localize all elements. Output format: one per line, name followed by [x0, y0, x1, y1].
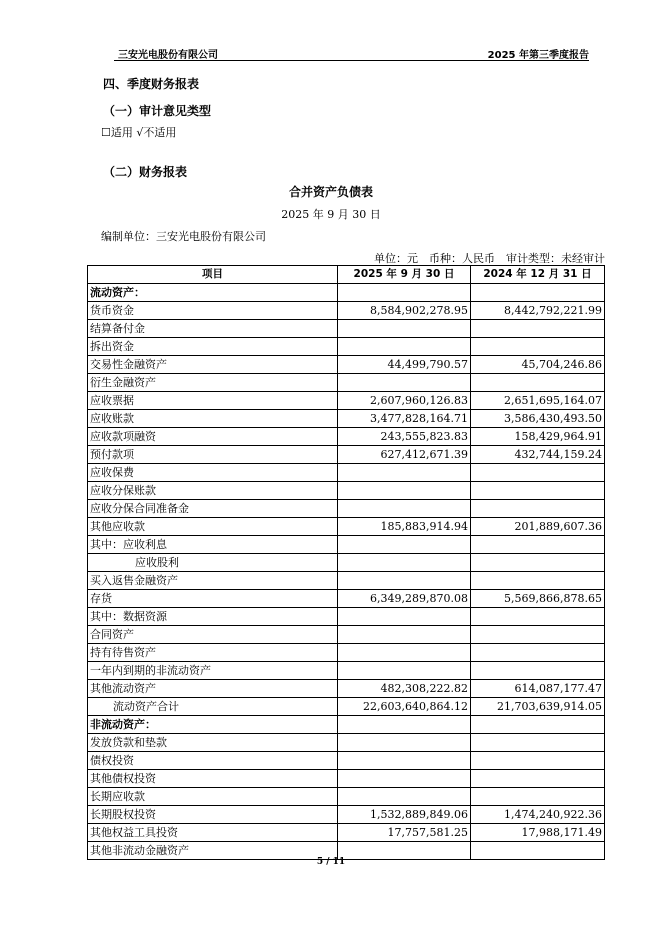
- row-value-previous: [471, 752, 605, 770]
- table-row: [88, 788, 605, 806]
- row-value-previous: [471, 338, 605, 356]
- row-value-current: [338, 320, 471, 338]
- row-value-previous: [471, 482, 605, 500]
- table-row: [88, 482, 605, 500]
- row-value-current: [338, 752, 471, 770]
- row-value-previous: [471, 662, 605, 680]
- row-value-current: [338, 338, 471, 356]
- row-value-current: 185,883,914.94: [338, 518, 471, 536]
- row-label: 预付款项: [88, 446, 338, 464]
- row-value-previous: [471, 284, 605, 302]
- row-label: 其他债权投资: [88, 770, 338, 788]
- row-label: 其他权益工具投资: [88, 824, 338, 842]
- row-value-previous: [471, 644, 605, 662]
- table-row: [88, 428, 605, 446]
- row-label: 债权投资: [88, 752, 338, 770]
- table-row: [88, 284, 605, 302]
- row-value-previous: [471, 770, 605, 788]
- audit-title: （一）审计意见类型: [103, 104, 212, 118]
- row-value-previous: 5,569,866,878.65: [471, 590, 605, 608]
- col-current-header: 2025 年 9 月 30 日: [338, 266, 471, 284]
- row-value-previous: [471, 716, 605, 734]
- row-label: 应收股利: [88, 554, 338, 572]
- table-row: [88, 608, 605, 626]
- col-item-header: 项目: [88, 266, 338, 284]
- row-label: 长期股权投资: [88, 806, 338, 824]
- row-label: 应收票据: [88, 392, 338, 410]
- row-value-current: [338, 644, 471, 662]
- table-header-row: [88, 266, 605, 284]
- row-value-current: [338, 662, 471, 680]
- row-value-previous: [471, 608, 605, 626]
- row-value-current: [338, 716, 471, 734]
- row-value-current: 3,477,828,164.71: [338, 410, 471, 428]
- row-value-current: [338, 626, 471, 644]
- table-row: [88, 806, 605, 824]
- table-row: [88, 752, 605, 770]
- row-value-previous: 45,704,246.86: [471, 356, 605, 374]
- row-value-previous: [471, 464, 605, 482]
- row-value-current: 6,349,289,870.08: [338, 590, 471, 608]
- row-label: 应收账款: [88, 410, 338, 428]
- page-header: [0, 0, 662, 64]
- table-row: [88, 536, 605, 554]
- row-value-previous: [471, 536, 605, 554]
- row-label: 存货: [88, 590, 338, 608]
- row-value-current: [338, 572, 471, 590]
- row-value-current: [338, 788, 471, 806]
- row-value-current: 2,607,960,126.83: [338, 392, 471, 410]
- row-label: 拆出资金: [88, 338, 338, 356]
- row-value-current: [338, 608, 471, 626]
- col-previous-header: 2024 年 12 月 31 日: [471, 266, 605, 284]
- table-row: [88, 644, 605, 662]
- header-company: 三安光电股份有限公司: [118, 50, 218, 61]
- row-value-current: 627,412,671.39: [338, 446, 471, 464]
- row-value-current: 243,555,823.83: [338, 428, 471, 446]
- table-row: [88, 572, 605, 590]
- row-label: 应收款项融资: [88, 428, 338, 446]
- table-row: [88, 662, 605, 680]
- balance-sheet-table: [87, 265, 605, 860]
- table-row: [88, 302, 605, 320]
- table-row: [88, 320, 605, 338]
- row-label: 应收保费: [88, 464, 338, 482]
- page-number: 5 / 11: [316, 857, 346, 867]
- row-label: 应收分保合同准备金: [88, 500, 338, 518]
- table-row: [88, 554, 605, 572]
- row-label: 非流动资产：: [88, 716, 338, 734]
- row-label: 合同资产: [88, 626, 338, 644]
- row-value-previous: 201,889,607.36: [471, 518, 605, 536]
- row-value-previous: 8,442,792,221.99: [471, 302, 605, 320]
- row-value-current: [338, 554, 471, 572]
- section-title: 四、季度财务报表: [103, 77, 200, 91]
- row-value-previous: [471, 500, 605, 518]
- row-label: 结算备付金: [88, 320, 338, 338]
- table-row: [88, 518, 605, 536]
- row-value-previous: 3,586,430,493.50: [471, 410, 605, 428]
- header-report: 2025 年第三季度报告: [487, 50, 589, 61]
- table-row: [88, 698, 605, 716]
- row-label: 流动资产合计: [88, 698, 338, 716]
- row-value-previous: 17,988,171.49: [471, 824, 605, 842]
- table-row: [88, 464, 605, 482]
- row-label: 买入返售金融资产: [88, 572, 338, 590]
- table-row: [88, 716, 605, 734]
- row-value-previous: [471, 626, 605, 644]
- table-row: [88, 824, 605, 842]
- row-value-current: 17,757,581.25: [338, 824, 471, 842]
- row-value-current: [338, 482, 471, 500]
- sheet-org: 编制单位：三安光电股份有限公司: [101, 230, 266, 243]
- row-value-current: 44,499,790.57: [338, 356, 471, 374]
- row-value-previous: [471, 788, 605, 806]
- row-label: 其他流动资产: [88, 680, 338, 698]
- table-row: [88, 626, 605, 644]
- row-value-current: 22,603,640,864.12: [338, 698, 471, 716]
- row-label: 其他应收款: [88, 518, 338, 536]
- row-value-current: [338, 464, 471, 482]
- row-value-current: [338, 284, 471, 302]
- row-value-previous: [471, 572, 605, 590]
- table-row: [88, 374, 605, 392]
- row-value-current: [338, 734, 471, 752]
- header-rule: [114, 60, 589, 61]
- table-row: [88, 410, 605, 428]
- row-value-current: 8,584,902,278.95: [338, 302, 471, 320]
- audit-options: ☐适用 √不适用: [101, 126, 177, 139]
- row-label: 持有待售资产: [88, 644, 338, 662]
- row-label: 一年内到期的非流动资产: [88, 662, 338, 680]
- sheet-date: 2025 年 9 月 30 日: [281, 208, 381, 221]
- row-label: 发放贷款和垫款: [88, 734, 338, 752]
- table-row: [88, 770, 605, 788]
- row-value-current: 482,308,222.82: [338, 680, 471, 698]
- table-row: [88, 680, 605, 698]
- row-value-previous: 614,087,177.47: [471, 680, 605, 698]
- row-value-previous: [471, 734, 605, 752]
- table-row: [88, 392, 605, 410]
- row-label: 其中：数据资源: [88, 608, 338, 626]
- row-value-previous: [471, 320, 605, 338]
- table-row: [88, 356, 605, 374]
- row-label: 其他非流动金融资产: [88, 842, 338, 860]
- row-label: 长期应收款: [88, 788, 338, 806]
- table-row: [88, 338, 605, 356]
- row-label: 流动资产：: [88, 284, 338, 302]
- row-value-current: [338, 500, 471, 518]
- row-value-previous: 1,474,240,922.36: [471, 806, 605, 824]
- row-label: 货币资金: [88, 302, 338, 320]
- table-row: [88, 590, 605, 608]
- row-value-current: 1,532,889,849.06: [338, 806, 471, 824]
- row-value-current: [338, 536, 471, 554]
- table-row: [88, 446, 605, 464]
- row-label: 衍生金融资产: [88, 374, 338, 392]
- row-value-current: [338, 770, 471, 788]
- row-label: 交易性金融资产: [88, 356, 338, 374]
- row-value-previous: 432,744,159.24: [471, 446, 605, 464]
- row-label: 其中：应收利息: [88, 536, 338, 554]
- sheet-title: 合并资产负债表: [288, 185, 373, 199]
- fs-title: （二）财务报表: [103, 165, 188, 179]
- row-label: 应收分保账款: [88, 482, 338, 500]
- table-row: [88, 500, 605, 518]
- row-value-previous: [471, 554, 605, 572]
- row-value-current: [338, 374, 471, 392]
- row-value-previous: 21,703,639,914.05: [471, 698, 605, 716]
- sheet-meta: 单位：元 币种：人民币 审计类型：未经审计: [374, 252, 605, 265]
- row-value-previous: 2,651,695,164.07: [471, 392, 605, 410]
- row-value-previous: 158,429,964.91: [471, 428, 605, 446]
- table-row: [88, 734, 605, 752]
- row-value-previous: [471, 374, 605, 392]
